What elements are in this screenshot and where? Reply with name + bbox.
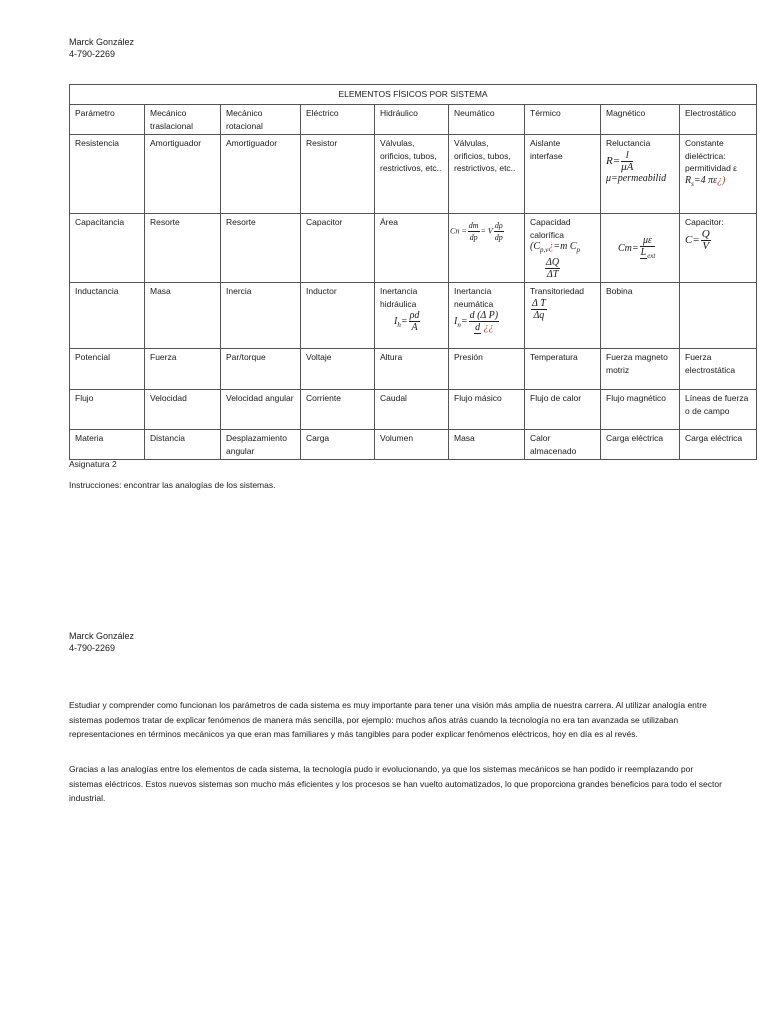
formula-lhs: C= [685, 233, 700, 246]
formula-numerator: dm [468, 221, 479, 230]
table-cell: Fuerza electrostática [680, 349, 757, 390]
table-cell: Altura [375, 349, 449, 390]
table-cell: Presión [449, 349, 525, 390]
formula-eq: = [400, 315, 408, 327]
table-cell: Área [375, 214, 449, 283]
permittivity-formula [685, 175, 751, 191]
heat-capacity-fraction [530, 257, 595, 280]
formula-denominator: V [702, 239, 710, 252]
formula-subscript: h [397, 320, 401, 329]
table-row [70, 390, 757, 430]
table-cell: Carga [301, 430, 375, 460]
row-label: Potencial [70, 349, 145, 390]
author-id: 4-790-2269 [69, 49, 116, 59]
author-name: Marck González [69, 37, 135, 47]
instructions-text: Instrucciones: encontrar las analogías de los sistemas. [69, 480, 276, 490]
formula-part: (C [530, 241, 540, 252]
table-cell: Par/torque [221, 349, 301, 390]
table-cell-pneumatic-capacitance [449, 214, 525, 283]
table-cell: Masa [145, 283, 221, 349]
formula-rhs: =4 πε [693, 174, 718, 186]
formula-lhs: Cn = [450, 226, 467, 236]
table-cell-thermal-inductance [525, 283, 601, 349]
formula-lhs: I [454, 315, 458, 327]
table-cell: Temperatura [525, 349, 601, 390]
author-id: 4-790-2269 [69, 643, 116, 653]
cell-label: Reluctancia [606, 138, 651, 148]
table-cell: Flujo magnético [601, 390, 680, 430]
column-header: Parámetro [70, 105, 145, 135]
formula-denominator: ΔT [546, 268, 559, 280]
assignment-label: Asignatura 2 [69, 459, 117, 469]
formula-lhs: I [394, 315, 398, 327]
table-cell: Caudal [375, 390, 449, 430]
table-cell: Flujo de calor [525, 390, 601, 430]
cell-label: Inertancia neumática [454, 286, 494, 309]
column-header: Magnético [601, 105, 680, 135]
formula-denominator-tail: ¿¿ [483, 322, 494, 333]
table-cell: Resorte [221, 214, 301, 283]
cell-label: Capacitor: [685, 217, 724, 227]
author-block-bottom [69, 630, 134, 654]
table-cell: Amortiguador [145, 135, 221, 214]
formula-part: ¿ [548, 241, 554, 252]
transient-formula [530, 298, 595, 321]
formula-numerator: με [640, 235, 656, 247]
table-cell: Distancia [145, 430, 221, 460]
formula-tail: ¿) [717, 174, 726, 186]
formula-numerator: d (Δ P) [469, 310, 499, 321]
formula-numerator: ΔQ [546, 256, 560, 268]
table-cell-thermal-capacitance [525, 214, 601, 283]
table-cell: Carga eléctrica [601, 430, 680, 460]
table-cell [680, 283, 757, 349]
row-label: Capacitancia [70, 214, 145, 283]
column-header: Eléctrico [301, 105, 375, 135]
table-cell: Inductor [301, 283, 375, 349]
table-cell: Resorte [145, 214, 221, 283]
author-block-top [69, 36, 134, 60]
row-label: Flujo [70, 390, 145, 430]
table-cell: Fuerza [145, 349, 221, 390]
physical-elements-table [69, 84, 757, 460]
formula-numerator: Δ T [532, 297, 546, 309]
cell-label: Transitoriedad [530, 286, 585, 296]
formula-numerator: Q [701, 227, 710, 240]
table-row [70, 430, 757, 460]
table-cell-magnetic-capacitance [601, 214, 680, 283]
table-cell: Líneas de fuerza o de campo [680, 390, 757, 430]
formula-lhs: R [685, 174, 692, 186]
table-cell: Calor almacenado [525, 430, 601, 460]
table-cell: Velocidad [145, 390, 221, 430]
formula-eq: = [460, 315, 468, 327]
cell-label: Capacidad calorífica [530, 217, 571, 240]
column-header: Mecánico rotacional [221, 105, 301, 135]
table-title: ELEMENTOS FÍSICOS POR SISTEMA [70, 85, 757, 105]
formula-subscript: ext [647, 251, 656, 260]
table-cell: Inercia [221, 283, 301, 349]
row-label: Inductancia [70, 283, 145, 349]
table-cell: Resistor [301, 135, 375, 214]
formula-denominator: μA [621, 160, 634, 173]
pneumatic-capacitance-formula [450, 220, 523, 243]
column-header: Mecánico traslacional [145, 105, 221, 135]
table-cell-electrostatic-capacitance [680, 214, 757, 283]
table-cell: Fuerza magneto motriz [601, 349, 680, 390]
magnetic-capacitance-formula [606, 235, 674, 262]
formula-subscript: p,v [540, 246, 549, 254]
formula-part: =m C [553, 241, 577, 252]
table-cell: Bobina [601, 283, 680, 349]
table-cell: Válvulas, orificios, tubos, restrictivos, etc.. [449, 135, 525, 214]
body-paragraph: Gracias a las analogías entre los elementos de cada sistema, la tecnología pudo ir evolucionando, ya que los sistemas mecánicos se han podido ir reemplazando por sistemas eléctricos. Estos nuevos sistemas son mucho más eficientes y los procesos se han vuelto automatizados, lo que proporciona grandes beneficios para todo el sector industrial. [69, 764, 722, 803]
reluctance-formula [606, 150, 674, 173]
table-row [70, 214, 757, 283]
heat-capacity-formula [530, 241, 595, 257]
formula-mid: = V [480, 226, 493, 236]
formula-denominator: L [640, 246, 647, 258]
formula-numerator: l [621, 150, 633, 162]
hydraulic-inertance-formula [380, 310, 443, 333]
table-cell: Capacitor [301, 214, 375, 283]
cell-label: Constante dieléctrica: permitividad ε [685, 138, 737, 173]
table-cell-pneumatic-inductance [449, 283, 525, 349]
author-name: Marck González [69, 631, 135, 641]
formula-subscript: n [457, 320, 461, 329]
table-cell: Desplazamiento angular [221, 430, 301, 460]
table-cell: Masa [449, 430, 525, 460]
table-cell: Volumen [375, 430, 449, 460]
formula-denominator: A [411, 322, 418, 333]
table-cell: Corriente [301, 390, 375, 430]
table-row [70, 135, 757, 214]
formula-denominator: d [475, 322, 481, 333]
table-cell: Flujo másico [449, 390, 525, 430]
formula-lhs: R= [606, 154, 621, 167]
formula-numerator: ρd [409, 310, 420, 321]
table-cell: Amortiguador [221, 135, 301, 214]
table-cell: Velocidad angular [221, 390, 301, 430]
table-cell-magnetic-resistance [601, 135, 680, 214]
permeability-formula: μ=permeabilid [606, 172, 667, 184]
table-cell-electrostatic-resistance [680, 135, 757, 214]
formula-denominator: dp [494, 233, 503, 242]
cell-label: Inertancia hidráulica [380, 286, 418, 309]
pneumatic-inertance-formula [454, 310, 519, 333]
row-label: Resistencia [70, 135, 145, 214]
table-cell: Voltaje [301, 349, 375, 390]
column-header: Electrostático [680, 105, 757, 135]
column-header: Térmico [525, 105, 601, 135]
row-label: Materia [70, 430, 145, 460]
formula-lhs: Cm= [618, 242, 639, 254]
formula-numerator: dρ [494, 221, 503, 230]
body-paragraph: Estudiar y comprender como funcionan los parámetros de cada sistema es muy importante para tener una visión más amplia de nuestra carrera. Al utilizar analogía entre sistemas podemos tratar de explicar fenómenos de manera más sencilla, por ejemplo: muchos años atrás cuando la tecnología no era tan avanzada se utilizaban representaciones en términos mecánicos ya que eran mas familiares y más tangibles para poder explicar fenómenos eléctricos, hoy en día es al revés. [69, 700, 707, 739]
formula-denominator: Δq [533, 309, 545, 321]
capacitor-formula [685, 229, 751, 252]
column-header: Hidráulico [375, 105, 449, 135]
table-cell: Aislante interfase [525, 135, 601, 214]
table-row [70, 349, 757, 390]
formula-subscript: s [691, 179, 694, 188]
column-header: Neumático [449, 105, 525, 135]
table-row [70, 283, 757, 349]
table-cell-hydraulic-inductance [375, 283, 449, 349]
formula-denominator: dp [469, 233, 478, 242]
table-cell: Válvulas, orificios, tubos, restrictivos, etc.. [375, 135, 449, 214]
table-header-row [70, 105, 757, 135]
formula-subscript: p [576, 246, 580, 254]
table-cell: Carga eléctrica [680, 430, 757, 460]
